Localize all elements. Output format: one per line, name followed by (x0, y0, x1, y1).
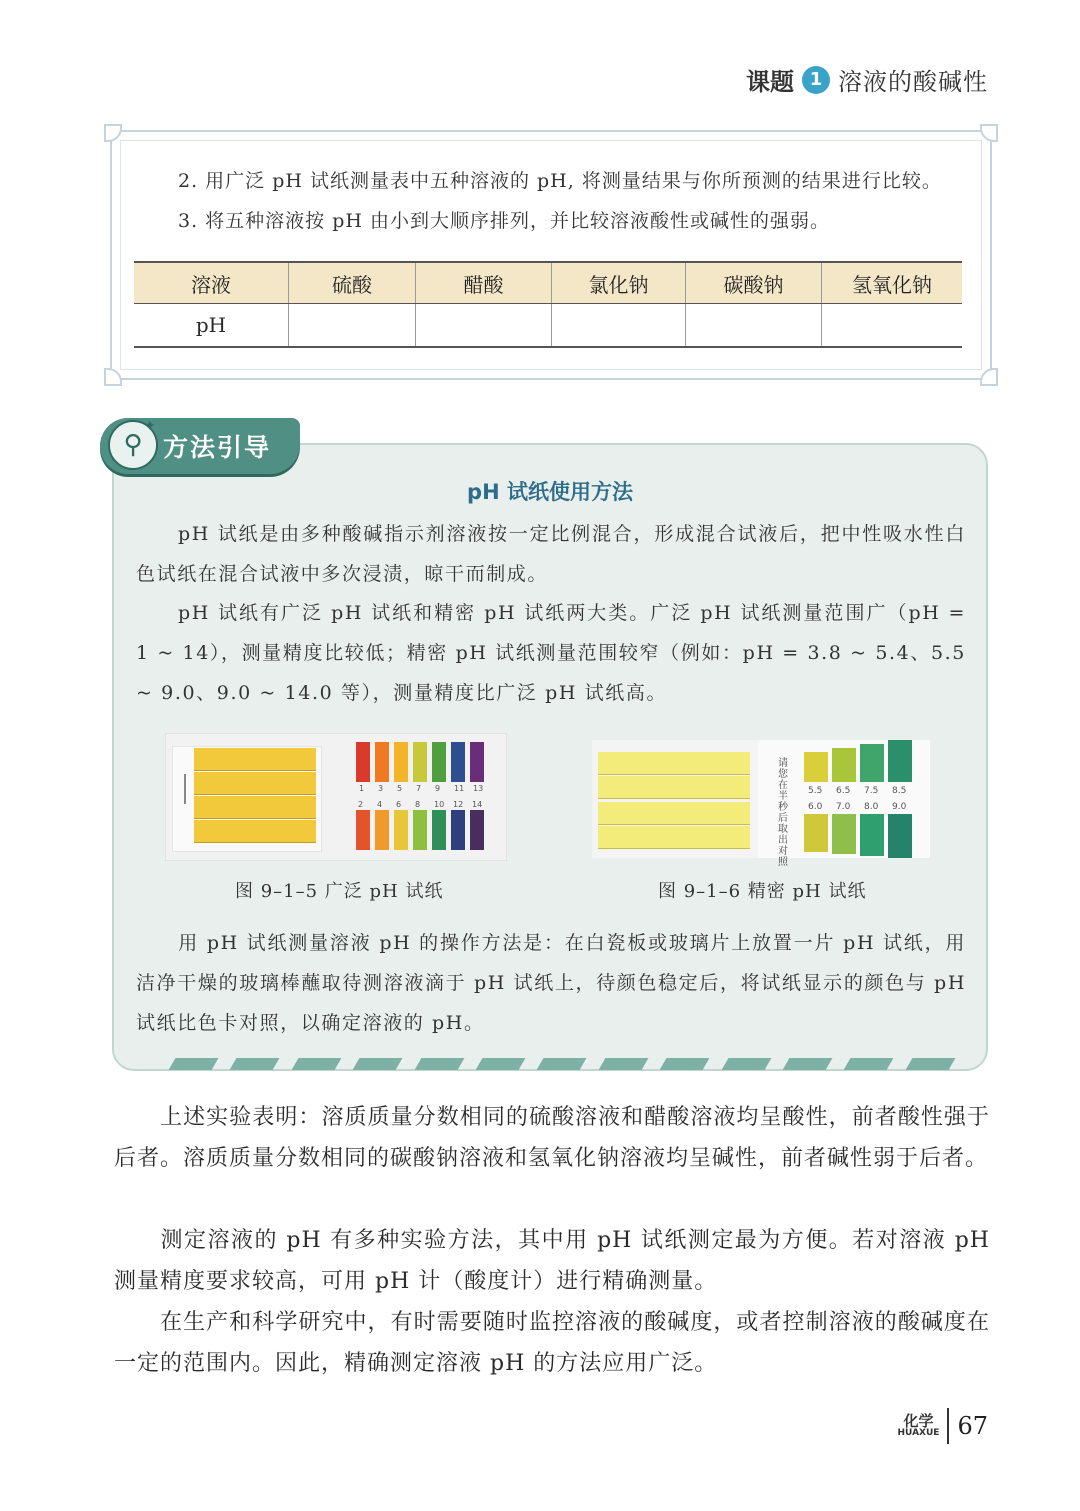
swatch-ph-label: 7 (416, 784, 422, 793)
color-swatch (356, 742, 370, 782)
color-swatch (432, 810, 446, 850)
table-header-sulfuric-acid: 硫酸 (289, 262, 416, 304)
swatch-ph-label: 1 (359, 784, 365, 793)
swatch-ph-label: 6.5 (836, 786, 851, 796)
table-header-sodium-carbonate: 碳酸钠 (686, 262, 822, 304)
swatch-ph-label: 9 (435, 784, 441, 793)
method-title: pH 试纸使用方法 (467, 480, 633, 504)
table-cell (552, 304, 686, 348)
color-swatch (888, 740, 912, 782)
table-row-label: pH (134, 304, 289, 348)
color-swatch (375, 742, 389, 782)
color-swatch (832, 814, 856, 854)
method-guide-label: 方法引导 (163, 433, 272, 462)
activity-step-2: 2. 用广泛 pH 试纸测量表中五种溶液的 pH, 将测量结果与你所预测的结果进行比较。 (178, 170, 942, 192)
table-header-acetic-acid: 醋酸 (416, 262, 552, 304)
color-swatch (451, 810, 465, 850)
broad-ph-paper-figure (165, 733, 507, 861)
color-swatch (860, 814, 884, 856)
swatch-ph-label: 3 (378, 784, 384, 793)
lesson-prefix: 课题 (746, 68, 794, 96)
method-paragraph-2: pH 试纸有广泛 pH 试纸和精密 pH 试纸两大类。广泛 pH 试纸测量范围广（pH = 1 ~ 14），测量精度比较低；精密 pH 试纸测量范围较窄（例如：pH = 3.8 ~ 5.4、5.5 ~ 9.0、9.0 ~ 14.0 等），测量精度比广泛 pH 试纸高。 (136, 602, 966, 704)
swatch-ph-label: 8.5 (892, 786, 907, 796)
color-swatch (413, 810, 427, 850)
subject-name-pinyin: HUAXUE (897, 1428, 940, 1438)
swatch-ph-label: 13 (473, 784, 484, 793)
table-header-sodium-hydroxide: 氢氧化钠 (822, 262, 963, 304)
swatch-ph-label: 5 (397, 784, 403, 793)
body-paragraph-3: 在生产和科学研究中，有时需要随时监控溶液的酸碱度，或者控制溶液的酸碱度在一定的范围内。因此，精确测定溶液 pH 的方法应用广泛。 (114, 1310, 990, 1376)
color-swatch (470, 742, 484, 782)
color-swatch (356, 810, 370, 850)
color-swatch (888, 814, 912, 858)
swatch-ph-label: 12 (453, 800, 464, 809)
card-instruction-text: 请您在半秒后取出对照 (778, 758, 788, 868)
color-swatch (804, 814, 828, 852)
color-swatch (804, 752, 828, 782)
color-swatch (451, 742, 465, 782)
color-swatch (470, 810, 484, 850)
decorative-stripes (172, 1058, 952, 1070)
swatch-ph-label: 4 (377, 800, 383, 809)
table-cell (686, 304, 822, 348)
table-header-sodium-chloride: 氯化钠 (552, 262, 686, 304)
swatch-ph-label: 7.0 (836, 802, 851, 812)
table-cell (289, 304, 416, 348)
figure-1-caption: 图 9–1–5 广泛 pH 试纸 (235, 881, 444, 902)
page-number: 67 (957, 1412, 988, 1440)
figure-2-caption: 图 9–1–6 精密 pH 试纸 (658, 881, 867, 902)
swatch-ph-label: 7.5 (864, 786, 879, 796)
table-cell (822, 304, 963, 348)
body-paragraph-1: 上述实验表明：溶质质量分数相同的硫酸溶液和醋酸溶液均呈酸性，前者酸性强于后者。溶质质量分数相同的碳酸钠溶液和氢氧化钠溶液均呈碱性，前者碱性弱于后者。 (114, 1105, 990, 1171)
swatch-ph-label: 9.0 (892, 802, 907, 812)
lesson-header (746, 62, 988, 97)
sparkle-icon: ✦ (144, 418, 156, 434)
color-swatch (394, 742, 408, 782)
swatch-ph-label: 6 (396, 800, 402, 809)
swatch-ph-label: 6.0 (808, 802, 823, 812)
page-footer (898, 1408, 988, 1444)
swatch-ph-label: 10 (434, 800, 445, 809)
lesson-title: 溶液的酸碱性 (838, 68, 988, 96)
swatch-ph-label: 11 (454, 784, 465, 793)
table-header-solution: 溶液 (134, 262, 289, 304)
lesson-number-badge: 1 (802, 66, 830, 94)
subject-name: 化学 (903, 1412, 934, 1430)
activity-step-3: 3. 将五种溶液按 pH 由小到大顺序排列，并比较溶液酸性或碱性的强弱。 (178, 210, 830, 232)
color-swatch (394, 810, 408, 850)
swatch-ph-label: 8 (415, 800, 421, 809)
method-paragraph-1: pH 试纸是由多种酸碱指示剂溶液按一定比例混合，形成混合试液后，把中性吸水性白色试纸在混合试液中多次浸渍，晾干而制成。 (136, 523, 966, 585)
table-row (134, 304, 962, 348)
color-swatch (832, 748, 856, 782)
swatch-ph-label: 2 (358, 800, 364, 809)
color-swatch (432, 742, 446, 782)
precise-ph-paper-figure (592, 740, 930, 868)
swatch-ph-label: 14 (472, 800, 483, 809)
swatch-ph-label: 5.5 (808, 786, 823, 796)
table-cell (416, 304, 552, 348)
swatch-ph-label: 8.0 (864, 802, 879, 812)
color-swatch (413, 742, 427, 782)
lightbulb-icon: ⚲ (108, 420, 158, 470)
color-swatch (375, 810, 389, 850)
color-swatch (860, 744, 884, 782)
method-paragraph-3: 用 pH 试纸测量溶液 pH 的操作方法是：在白瓷板或玻璃片上放置一片 pH 试纸，用洁净干燥的玻璃棒蘸取待测溶液滴于 pH 试纸上，待颜色稳定后，将试纸显示的颜色与 pH 试纸比色卡对照，以确定溶液的 pH。 (136, 932, 966, 1034)
body-paragraph-2: 测定溶液的 pH 有多种实验方法，其中用 pH 试纸测定最为方便。若对溶液 pH 测量精度要求较高，可用 pH 计（酸度计）进行精确测量。 (114, 1228, 990, 1294)
ph-record-table (134, 261, 962, 348)
